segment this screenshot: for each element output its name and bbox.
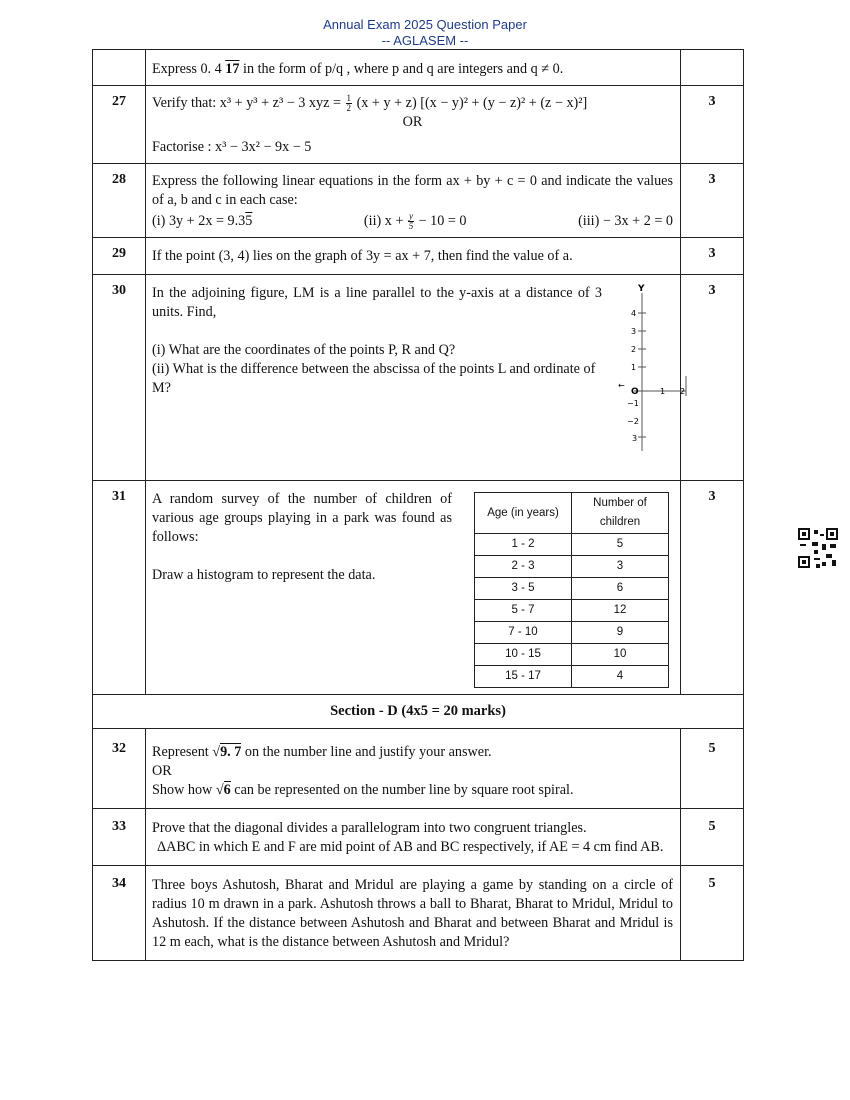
question-number	[93, 50, 146, 86]
table-row: 10 - 15 10	[475, 644, 669, 666]
table-row: 2 - 3 3	[475, 556, 669, 578]
table-row: 15 - 17 4	[475, 666, 669, 688]
question-row-28	[93, 164, 744, 238]
question-content: Express the following linear equations in the form ax + by + c = 0 and indicate the values of a, b and c in each case: (i) 3y + 2x = 9.35 (ii) x + $\frac{y}{5}$ − 10 = 0 (iii) − 3x + 2 = 0	[146, 164, 681, 238]
equation-parts	[152, 212, 673, 231]
question-row-27	[93, 86, 744, 164]
question-number: 28	[93, 164, 146, 238]
square-root: √6	[215, 782, 231, 799]
table-row: 3 - 5 6	[475, 578, 669, 600]
question-number: 33	[93, 809, 146, 866]
question-number: 29	[93, 238, 146, 275]
question-marks	[681, 50, 744, 86]
svg-text:←: ←	[618, 381, 625, 391]
fraction-half: $\frac{1}{2}$	[346, 93, 352, 114]
question-row-31	[93, 481, 744, 695]
header-title: Annual Exam 2025 Question Paper	[323, 17, 527, 32]
table-row: 1 - 2 5	[475, 534, 669, 556]
table-header: Age (in years)	[475, 493, 572, 534]
x-tick-label: 1	[660, 387, 666, 397]
question-content: Prove that the diagonal divides a parallelogram into two congruent triangles. ΔABC in which E and F are mid point of AB and BC respectively, if AE = 4 cm find AB.	[146, 809, 681, 866]
question-row-34	[93, 866, 744, 961]
equation-part-1: (i) 3y + 2x = 9.35	[152, 213, 253, 230]
y-tick-label: 2	[631, 345, 637, 355]
question-row-32	[93, 729, 744, 809]
question-marks: 3	[681, 86, 744, 164]
coordinate-figure	[614, 281, 690, 461]
section-row	[93, 695, 744, 729]
question-table	[92, 49, 744, 961]
question-marks: 3	[681, 275, 744, 481]
repeating-digits: 17	[225, 61, 240, 77]
equation-part-2: (ii) x + $\frac{y}{5}$ − 10 = 0	[363, 211, 467, 232]
question-content: Represent √9. 7 on the number line and justify your answer. OR Show how √6 can be represented on the number line by square root spiral.	[146, 729, 681, 809]
origin-label: O	[631, 387, 639, 398]
question-row-26-cont	[93, 50, 744, 86]
x-tick-label: 2	[680, 387, 686, 397]
question-number: 34	[93, 866, 146, 961]
equation-part-3: (iii) − 3x + 2 = 0	[578, 213, 673, 230]
question-number: 30	[93, 275, 146, 481]
question-row-29	[93, 238, 744, 275]
question-marks: 5	[681, 809, 744, 866]
question-marks: 5	[681, 866, 744, 961]
question-content: Express 0. 4 17 in the form of p/q , where p and q are integers and q ≠ 0.	[146, 50, 681, 86]
section-title: Section - D (4x5 = 20 marks)	[93, 695, 744, 729]
table-row: 5 - 7 12	[475, 600, 669, 622]
question-content: If the point (3, 4) lies on the graph of 3y = ax + 7, then find the value of a.	[146, 238, 681, 275]
question-marks: 3	[681, 481, 744, 695]
question-number: 32	[93, 729, 146, 809]
header-subtitle: -- AGLASEM --	[381, 33, 469, 48]
or-label: OR	[402, 114, 423, 131]
question-marks: 3	[681, 238, 744, 275]
y-tick-label: 3	[631, 327, 637, 337]
question-content: A random survey of the number of children of various age groups playing in a park was found as follows: Draw a histogram to represent the data. Age (in years) Number of children 1 - 2 5 2 - 3 3 3 - 5 6 5 - 7 12 7 - 10 9 10 - 15 10 15 - 17 4	[146, 481, 681, 695]
question-number: 31	[93, 481, 146, 695]
question-content: Three boys Ashutosh, Bharat and Mridul are playing a game by standing on a circle of radius 10 m drawn in a park. Ashutosh throws a ball to Bharat, Bharat to Mridul, Mridul to Ashutosh. If the distance between Ashutosh and Bharat and between Bharat and Mridul is 12 m each, what is the distance between Ashutosh and Mridul?	[146, 866, 681, 961]
question-row-33	[93, 809, 744, 866]
table-row: 7 - 10 9	[475, 622, 669, 644]
qr-code-icon	[798, 528, 838, 568]
question-marks: 5	[681, 729, 744, 809]
y-tick-label: 1	[631, 363, 637, 373]
page-header	[0, 17, 850, 49]
table-header: Number of children	[572, 493, 669, 534]
question-content: Verify that: x³ + y³ + z³ − 3 xyz = $\frac{1}{2}$ (x + y + z) [(x − y)² + (y − z)² + (z − x)²] OR Factorise : x³ − 3x² − 9x − 5	[146, 86, 681, 164]
question-row-30	[93, 275, 744, 481]
y-axis-label: Y	[638, 284, 645, 295]
age-table	[474, 492, 669, 688]
question-number: 27	[93, 86, 146, 164]
y-tick-label: 4	[631, 309, 637, 319]
y-tick-label: −2	[627, 417, 639, 427]
y-tick-label: 3	[632, 434, 638, 444]
factorise-text: Factorise : x³ − 3x² − 9x − 5	[152, 139, 312, 156]
square-root: √9. 7	[212, 744, 242, 761]
y-tick-label: −1	[627, 399, 639, 409]
or-label: OR	[152, 763, 172, 780]
question-content: In the adjoining figure, LM is a line parallel to the y-axis at a distance of 3 units. Find, (i) What are the coordinates of the points P, R and Q? (ii) What is the difference between the abscissa of the points L and ordinate of M? Y 4 3 2 1 O −1 −2 3 1 2 ←	[146, 275, 681, 481]
question-marks: 3	[681, 164, 744, 238]
